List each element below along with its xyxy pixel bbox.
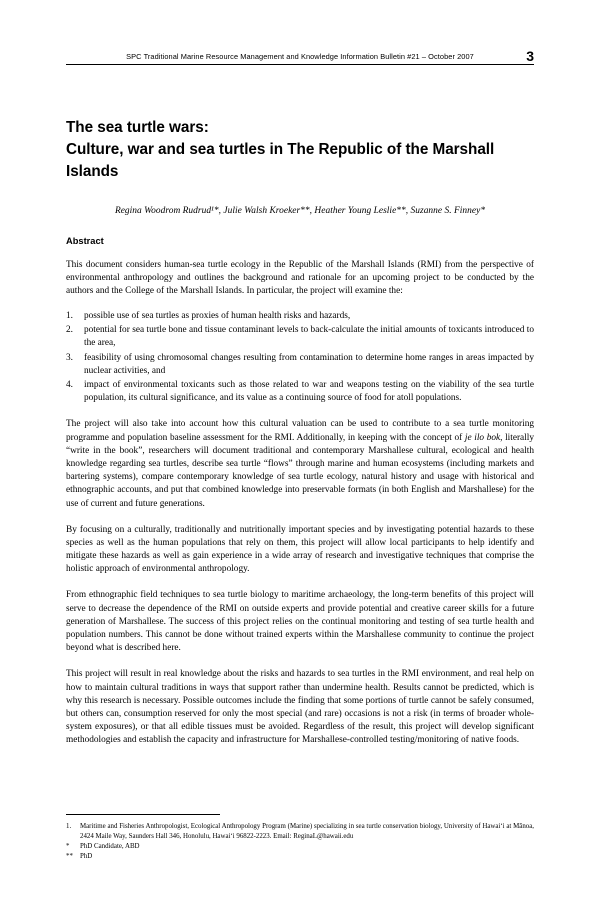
running-header-title: SPC Traditional Marine Resource Management and Knowledge Information Bulletin #21 – October 2007 [126,52,474,61]
abstract-heading: Abstract [66,235,104,246]
list-item: impact of environmental toxicants such as those related to war and weapons testing on the viability of the sea turtle population, its cultural significance, and its value as a continuing source of food for atoll populations. [84,380,534,404]
abstract-paragraph-2: By focusing on a culturally, traditionally and nutritionally important species and by investigating potential hazards to these species as well as the human populations that rely on them, this project will allow local participants to help identify and mitigate these hazards as well as gain experience in a wide array of research and investigative techniques that comprise the holistic approach of environmental anthropology. [66,524,534,575]
list-item: feasibility of using chromosomal changes resulting from contamination to determine home ranges in areas impacted by nuclear activities, and [84,352,534,376]
abstract-numbered-list [66,310,534,405]
footnote-text: PhD Candidate, ABD [80,842,140,850]
list-item: potential for sea turtle bone and tissue contaminant levels to back-calculate the initial amounts of toxicants introduced to the area, [84,325,534,349]
footnote-text: Maritime and Fisheries Anthropologist, Ecological Anthropology Program (Marine) specializing in sea turtle conservation biology, University of Hawai‘i at Mānoa, 2424 Maile Way, Saunders Hall 346, Honolulu, Hawai‘i 96822-2223. Email: ReginaL@hawaii.edu [80,823,534,840]
footnote-divider [66,814,220,815]
footnote-marker: 1. [66,823,72,831]
abstract-intro-paragraph: This document considers human-sea turtle ecology in the Republic of the Marshall Islands (RMI) from the perspective of environmental anthropology and outlines the background and rationale for an upcoming project to be conducted by the authors and the College of the Marshall Islands. In particular, the project will examine the: [66,259,534,296]
footnote-text: PhD [80,852,93,860]
footnotes [66,814,534,862]
page-title [66,117,534,184]
page-number: 3 [526,48,534,64]
document-page [0,48,600,900]
footnote-item [66,842,534,852]
title-line-2: Culture, war and sea turtles in The Republic of the Marshall Islands [66,141,495,181]
footnote-item [66,822,534,841]
list-item: possible use of sea turtles as proxies of human health risks and hazards, [84,311,351,322]
abstract-paragraph-3: From ethnographic field techniques to sea turtle biology to maritime archaeology, the long-term benefits of this project will serve to decrease the dependence of the RMI on outside experts and provide potential and creative career skills for a future generation of Marshallese. The success of this project relies on the continual monitoring and testing of sea turtle health and population numbers. This cannot be done without trained experts within the Marshallese community to continue the project beyond what is described here. [66,590,534,654]
abstract-paragraph-4: This project will result in real knowledge about the risks and hazards to sea turtles in the RMI environment, and real help on how to maintain cultural traditions in ways that support rather than undermine health. Results cannot be predicted, which is why this research is necessary. Possible outcomes include the finding that some portions of turtle cannot be safely consumed, but others can, consumption reserved for only the most special (and rare) occasions is not a risk (in terms of broader whole-system exposures), or that all edible tissues must be avoided. Regardless of the result, this project will develop significant methodologies and establish the capacity and infrastructure for Marshallese-controlled testing/monitoring of native foods. [66,669,534,746]
footnote-marker: ** [66,852,73,860]
author-list: Regina Woodrom Rudrud¹*, Julie Walsh Kroeker**, Heather Young Leslie**, Suzanne S. Finney* [114,205,486,216]
footnote-marker: * [66,842,70,850]
footnote-item [66,852,534,862]
title-line-1: The sea turtle wars: [66,119,209,136]
abstract-paragraph-1: The project will also take into account how this cultural valuation can be used to contribute to a sea turtle monitoring programme and population baseline assessment for the RMI. Additionally, in keeping with the concept of je ilo bok, literally “write in the book”, researchers will document traditional and contemporary Marshallese cultural, ecological and health knowledge regarding sea turtles, describe sea turtle “flows” through marine and human ecosystems (including markets and bartering systems), compare contemporary knowledge of sea turtle ecology, natural history and usage with historical and ethnographic accounts, and put that combined knowledge into preservable formats (in both English and Marshallese) for the use of current and future generations. [66,419,534,509]
running-header [66,48,534,65]
